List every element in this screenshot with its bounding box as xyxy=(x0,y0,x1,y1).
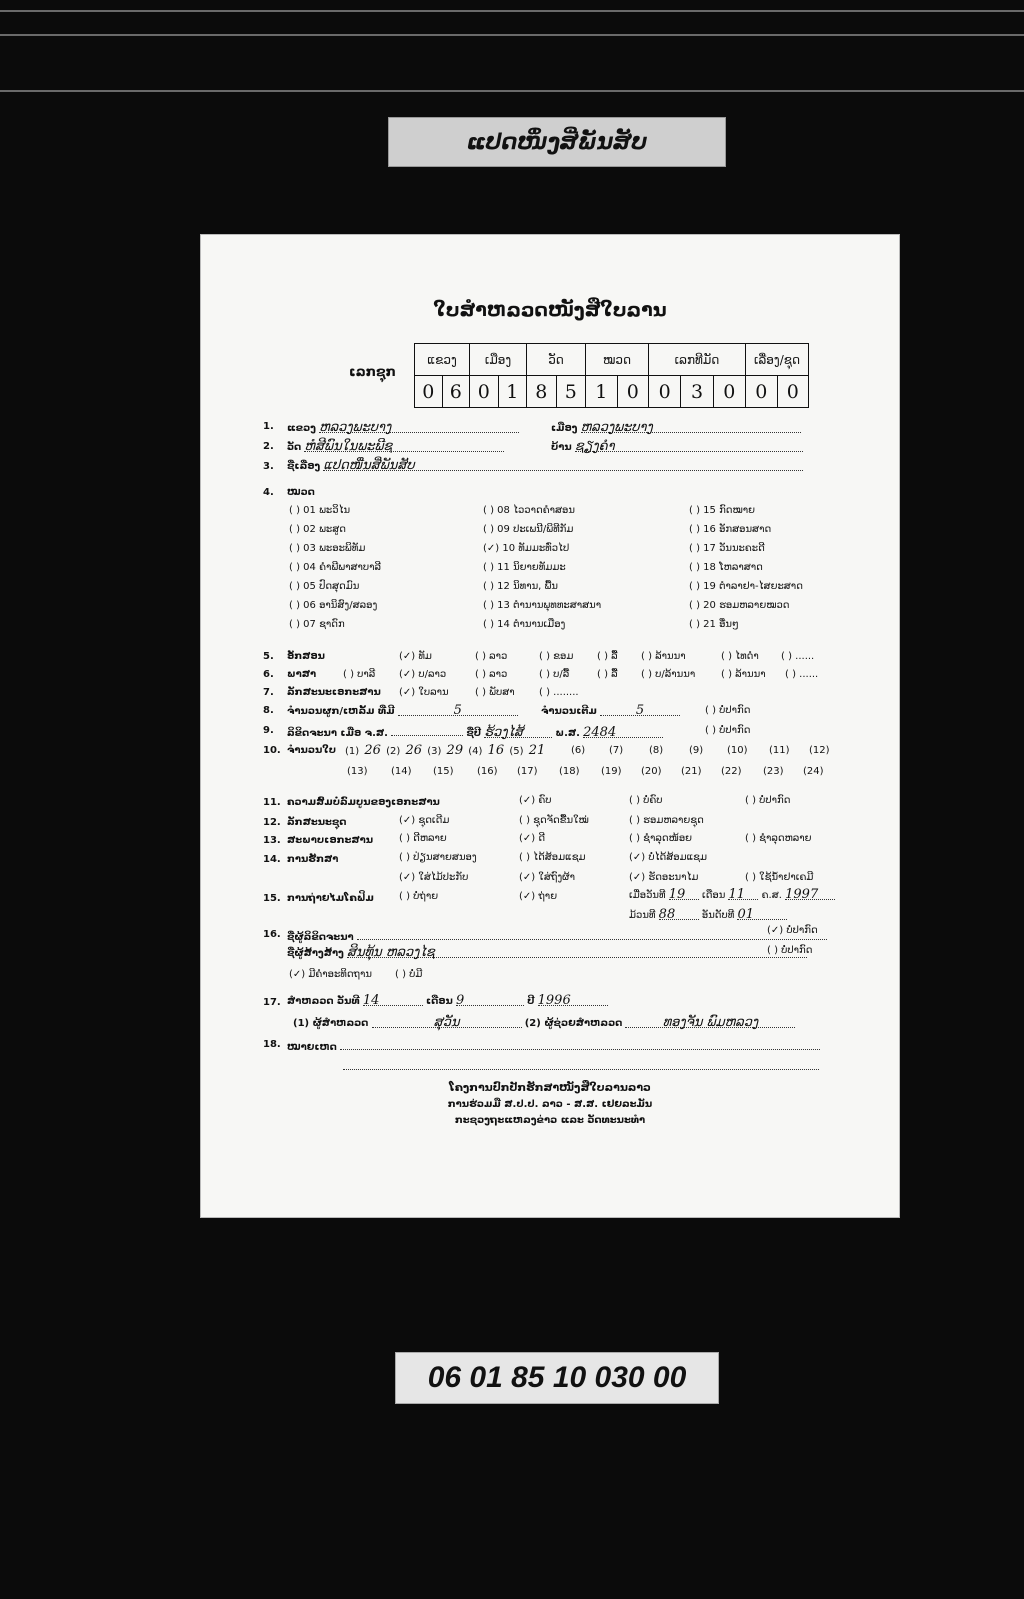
category-option[interactable]: ( ) 13 ຕຳນານພຸທທະສາສນາ xyxy=(483,600,602,611)
field-label: ໝາຍເຫດ xyxy=(287,1042,337,1053)
surveyor-name: ສຸວັນ xyxy=(433,1015,460,1030)
language-option-selected[interactable]: (✓) ບ/ລາວ xyxy=(399,669,447,680)
folio-index: (20) xyxy=(641,766,662,777)
field-number: 2. xyxy=(263,441,274,452)
microfilm-option[interactable]: ( ) ບໍ່ຖ່າຍ xyxy=(399,891,439,902)
document-type-option[interactable]: ( ) ພັບສາ xyxy=(475,687,515,698)
code-digit: 0 xyxy=(713,376,745,408)
set-type-option[interactable]: ( ) ຮອມຫລາຍຊຸດ xyxy=(629,815,704,826)
village-value: ຊຽງຄຳ xyxy=(574,439,615,454)
field-label: ລັກສະນະເອກະສານ xyxy=(287,687,381,698)
field-label: ຈຳນວນເຕີມ xyxy=(541,706,597,717)
code-digit: 0 xyxy=(777,376,809,408)
script-option[interactable]: ( ) ...... xyxy=(781,651,815,662)
folio-index: (2) xyxy=(386,746,401,757)
volume-count-value: 5 xyxy=(453,703,462,718)
category-option[interactable]: ( ) 12 ນິທານ, ພື້ນ xyxy=(483,581,558,592)
field-number: 12. xyxy=(263,817,281,828)
folio-index: (19) xyxy=(601,766,622,777)
field-label: ຈຳນວນຜູກ/ເຫລັ້ມ ທີ່ມີ xyxy=(287,706,395,717)
code-digit: 0 xyxy=(415,376,443,408)
script-option-selected[interactable]: (✓) ທັມ xyxy=(399,651,432,662)
set-type-option-selected[interactable]: (✓) ຊຸດເດີມ xyxy=(399,815,450,826)
preservation-option-selected[interactable]: (✓) ບໍ່ໄດ້ສ້ອມແຊມ xyxy=(629,852,708,863)
folio-index: (24) xyxy=(803,766,824,777)
category-option-selected[interactable]: (✓) 10 ທັມມະທົ່ວໄປ xyxy=(483,543,570,554)
top-title-label: ແປດໜຶ່ງສີ່ພັນສັບ xyxy=(388,117,726,167)
field-label: ສຳຫລວດ ວັນທີ xyxy=(287,996,360,1007)
folio-index-8: (8) xyxy=(649,745,664,756)
field-number: 5. xyxy=(263,651,274,662)
field-label: ອັກສອນ xyxy=(287,651,325,662)
condition-option[interactable]: ( ) ຊຳລຸດຫລາຍ xyxy=(745,833,812,844)
original-count-value: 5 xyxy=(635,703,645,718)
field-scribe xyxy=(287,927,827,943)
field-label: ແຂວງ xyxy=(287,423,316,434)
field-number: 17. xyxy=(263,997,281,1008)
microfilm-date xyxy=(629,887,835,901)
surveyors xyxy=(293,1015,795,1029)
field-label: ການຮັກສາ xyxy=(287,854,339,865)
code-digit: 0 xyxy=(470,376,499,408)
code-label: ເລກຊຸກ xyxy=(349,365,396,380)
language-option[interactable]: ( ) ລາວ xyxy=(475,669,508,680)
field-label: ລັກສະນະຊຸດ xyxy=(287,817,347,828)
microfilm-month: 11 xyxy=(728,887,746,902)
set-type-option[interactable]: ( ) ຊຸດຈັດຂື້ນໃໝ່ xyxy=(519,815,589,826)
survey-year: 1996 xyxy=(537,993,571,1008)
script-option[interactable]: ( ) ລ້ານນາ xyxy=(641,651,686,662)
sequence-number: 01 xyxy=(737,907,755,922)
form-title: ໃບສຳຫລວດໜັງສືໃບລານ xyxy=(433,299,667,321)
folio-index: (18) xyxy=(559,766,580,777)
folio-value: 29 xyxy=(446,743,464,758)
code-table xyxy=(414,343,809,408)
field-number: 1. xyxy=(263,421,274,432)
field-number: 7. xyxy=(263,687,274,698)
field-original-count xyxy=(541,703,680,717)
code-header: ເມືອງ xyxy=(470,344,527,376)
document-type-option-selected[interactable]: (✓) ໃບລານ xyxy=(399,687,449,698)
code-header: ເລກທີມັດ xyxy=(649,344,746,376)
field-label: ລິຂິດຈະນາ ເມື່ອ ຈ.ສ. xyxy=(287,728,388,739)
field-number: 9. xyxy=(263,725,274,736)
field-label: ເມືອງ xyxy=(551,423,578,434)
field-number: 16. xyxy=(263,929,281,940)
language-option[interactable]: ( ) ບາລີ xyxy=(343,669,376,680)
category-option[interactable]: ( ) 20 ຮອມຫລາຍໝວດ xyxy=(689,600,790,611)
folio-index-11: (11) xyxy=(769,745,790,756)
folio-index-7: (7) xyxy=(609,745,624,756)
not-visible-option[interactable]: ( ) ບໍ່ປາກົດ xyxy=(705,725,751,736)
field-number: 13. xyxy=(263,835,281,846)
folio-value: 21 xyxy=(528,743,546,758)
sponsor-not-visible-option[interactable]: ( ) ບໍ່ປາກົດ xyxy=(767,945,813,956)
category-option[interactable]: ( ) 09 ປະເພນີ/ພິທີກັມ xyxy=(483,524,574,535)
language-option[interactable]: ( ) ບ/ລ້ານນາ xyxy=(641,669,696,680)
footer-line: ການຮ່ວມມື ສ.ປ.ປ. ລາວ - ສ.ສ. ເຢຍລະມັນ xyxy=(447,1099,653,1110)
folio-index-6: (6) xyxy=(571,745,586,756)
folio-index: (1) xyxy=(345,746,360,757)
field-number: 6. xyxy=(263,669,274,680)
film-edge-top-line xyxy=(0,10,1024,12)
field-number: 14. xyxy=(263,854,281,865)
category-option[interactable]: ( ) 15 ກົດໝາຍ xyxy=(689,505,756,516)
field-province xyxy=(287,420,519,434)
condition-option[interactable]: ( ) ດີຫລາຍ xyxy=(399,833,447,844)
survey-date xyxy=(287,993,608,1007)
code-digit: 5 xyxy=(556,376,586,408)
prayer-option-selected[interactable]: (✓) ມີຄຳອະທິດຖານ xyxy=(289,969,372,980)
field-label: ຊື່ປີ xyxy=(466,728,482,739)
field-number: 10. xyxy=(263,745,281,756)
field-label: ເມື່ອວັນທີ xyxy=(629,890,666,901)
script-option[interactable]: ( ) ລາວ xyxy=(475,651,508,662)
folio-index: (16) xyxy=(477,766,498,777)
not-visible-option[interactable]: ( ) ບໍ່ປາກົດ xyxy=(705,705,751,716)
film-edge-line xyxy=(0,34,1024,36)
bottom-code-label: 06 01 85 10 030 00 xyxy=(395,1352,719,1404)
field-label: ວັດ xyxy=(287,442,302,453)
survey-month: 9 xyxy=(455,993,465,1008)
field-number: 15. xyxy=(263,893,281,904)
folio-value: 26 xyxy=(405,743,422,758)
prayer-option[interactable]: ( ) ບໍ່ມີ xyxy=(395,969,423,980)
field-district xyxy=(551,420,801,434)
category-option[interactable]: ( ) 11 ນິຍາຍທັມມະ xyxy=(483,562,566,573)
language-option[interactable]: ( ) ບ/ລື້ xyxy=(539,669,570,680)
category-option[interactable]: ( ) 16 ອັກສອນສາດ xyxy=(689,524,772,535)
footer-line: ໂຄງການປົກປັກຮັກສາໜັງສືໃບລານລາວ xyxy=(449,1081,651,1094)
condition-option[interactable]: ( ) ຊຳລຸດໜ້ອຍ xyxy=(629,833,693,844)
microfilm-option-selected[interactable]: (✓) ຖ່າຍ xyxy=(519,891,558,902)
preservation-option[interactable]: ( ) ໃຊ້ນ້ຳຢາເຄມີ xyxy=(745,872,814,883)
province-value: ຫລວງພະບາງ xyxy=(319,420,392,435)
category-option[interactable]: ( ) 04 ຄຳພີພາສາບາລີ xyxy=(289,562,382,573)
field-label: ຊື່ເລື່ອງ xyxy=(287,461,321,472)
field-sponsor xyxy=(287,945,807,959)
language-option[interactable]: ( ) ລ້ານນາ xyxy=(721,669,766,680)
field-label: ຈຳນວນໃບ xyxy=(287,745,337,756)
completeness-option-selected[interactable]: (✓) ຄົບ xyxy=(519,795,552,806)
category-option[interactable]: ( ) 07 ຊາດົກ xyxy=(289,619,345,630)
folio-index-12: (12) xyxy=(809,745,830,756)
microfilm-year: 1997 xyxy=(785,887,819,902)
folio-index: (4) xyxy=(468,746,483,757)
buddhist-year-value: 2484 xyxy=(583,725,617,740)
field-label: ມ້ວນທີ xyxy=(629,910,656,921)
category-option[interactable]: ( ) 03 ພະອະພິທັມ xyxy=(289,543,366,554)
field-label: ພາສາ xyxy=(287,669,317,680)
field-village xyxy=(551,439,803,453)
film-edge-line xyxy=(0,90,1024,92)
code-digit: 8 xyxy=(527,376,557,408)
completeness-option[interactable]: ( ) ບໍ່ຄົບ xyxy=(629,795,663,806)
code-digit: 0 xyxy=(617,376,649,408)
category-option[interactable]: ( ) 14 ຕຳນານເມືອງ xyxy=(483,619,566,630)
code-header: ວັດ xyxy=(527,344,586,376)
field-remarks xyxy=(287,1037,820,1053)
code-digit: 1 xyxy=(586,376,618,408)
microfilm-reel xyxy=(629,907,787,921)
field-label: ເດືອນ xyxy=(426,996,453,1007)
field-written-date xyxy=(287,723,663,739)
field-label: ບ້ານ xyxy=(551,442,572,453)
survey-form-sheet xyxy=(200,234,900,1218)
year-name-value: ຮ້ວງໄສ້ xyxy=(484,725,524,740)
folio-index-10: (10) xyxy=(727,745,748,756)
field-label: ໝວດ xyxy=(287,487,315,498)
field-label: ຄ.ສ. xyxy=(761,890,782,901)
folio-index: (15) xyxy=(433,766,454,777)
code-digit: 0 xyxy=(746,376,778,408)
preservation-option-selected[interactable]: (✓) ໃສ່ຖົງຜ້າ xyxy=(519,872,575,883)
sponsor-value: ສິນທຸ້ນ ຫລວງໄຊ xyxy=(346,945,435,960)
field-temple xyxy=(287,439,504,453)
folio-index: (3) xyxy=(427,746,442,757)
folio-index: (17) xyxy=(517,766,538,777)
field-volume-count xyxy=(287,703,518,717)
microfilm-day: 19 xyxy=(668,887,686,902)
field-label: ສະພາບເອກະສານ xyxy=(287,835,374,846)
reel-number: 88 xyxy=(658,907,676,922)
survey-day: 14 xyxy=(362,993,380,1008)
field-label: ເດືອນ xyxy=(701,890,726,901)
language-option[interactable]: ( ) ...... xyxy=(785,669,819,680)
condition-option-selected[interactable]: (✓) ດີ xyxy=(519,833,546,844)
field-number: 8. xyxy=(263,705,274,716)
code-header: ເລື່ອງ/ຊຸດ xyxy=(746,344,809,376)
code-digit: 0 xyxy=(649,376,681,408)
script-option[interactable]: ( ) ໄທດຳ xyxy=(721,651,759,662)
temple-value: ຫໍສີພົນໃນພະພີຊ xyxy=(304,439,393,454)
folio-index: (5) xyxy=(509,746,524,757)
code-header: ໝວດ xyxy=(586,344,649,376)
preservation-option-selected[interactable]: (✓) ຮັດອະນາໄມ xyxy=(629,872,699,883)
field-label: ອັນດັບທີ xyxy=(701,910,735,921)
assistant-surveyor-name: ທອງຈັນ ພົມຫລວງ xyxy=(662,1015,759,1030)
code-header: ແຂວງ xyxy=(415,344,470,376)
field-title xyxy=(287,458,803,472)
folio-index: (22) xyxy=(721,766,742,777)
field-label: (2) ຜູ້ຊ່ວຍສຳຫລວດ xyxy=(524,1018,623,1029)
field-number: 4. xyxy=(263,487,274,498)
field-label: ຊື່ຜູ້ລິຂິດຈະນາ xyxy=(287,932,354,943)
preservation-option[interactable]: ( ) ປ່ຽນສາຍສນອງ xyxy=(399,852,477,863)
folio-index: (21) xyxy=(681,766,702,777)
category-option[interactable]: ( ) 06 ອານິສົງ/ສລອງ xyxy=(289,600,378,611)
field-number: 11. xyxy=(263,797,281,808)
preservation-option-selected[interactable]: (✓) ໃສ່ໄມ້ປະກັບ xyxy=(399,872,469,883)
category-option[interactable]: ( ) 08 ໄວວາດຄຳສອນ xyxy=(483,505,575,516)
footer-line: ກະຊວງຖະແຫລງຂ່າວ ແລະ ວັດທະນະທຳ xyxy=(454,1115,646,1126)
field-label: ຄວາມສົມບໍ່ລົມບູນຂອງເອກະສານ xyxy=(287,797,440,808)
folio-index-9: (9) xyxy=(689,745,704,756)
folio-value: 26 xyxy=(364,743,381,758)
scribe-not-visible-option-selected[interactable]: (✓) ບໍ່ປາກົດ xyxy=(767,925,818,936)
document-type-option[interactable]: ( ) ........ xyxy=(539,687,579,698)
folio-index: (23) xyxy=(763,766,784,777)
script-option[interactable]: ( ) ຂອມ xyxy=(539,651,574,662)
category-option[interactable]: ( ) 02 ພະສູດ xyxy=(289,524,346,535)
field-label: ການຖ່າຍໄມໂຄຟິມ xyxy=(287,893,374,904)
preservation-option[interactable]: ( ) ໄດ້ສ້ອມແຊມ xyxy=(519,852,586,863)
folio-index: (14) xyxy=(391,766,412,777)
field-number: 3. xyxy=(263,461,274,472)
category-option[interactable]: ( ) 18 ໂຫລາສາດ xyxy=(689,562,763,573)
field-label: ປີ xyxy=(527,996,535,1007)
field-label: (1) ຜູ້ສຳຫລວດ xyxy=(293,1018,369,1029)
code-digit: 6 xyxy=(442,376,470,408)
code-digit: 3 xyxy=(681,376,713,408)
folio-index: (13) xyxy=(347,766,368,777)
category-option[interactable]: ( ) 21 ອື່ນໆ xyxy=(689,619,739,630)
script-option[interactable]: ( ) ລື້ xyxy=(597,651,618,662)
field-label: ຊື່ຜູ້ສ້າງສ້າງ xyxy=(287,948,344,959)
completeness-option[interactable]: ( ) ບໍ່ປາກົດ xyxy=(745,795,791,806)
field-number: 18. xyxy=(263,1039,281,1050)
language-option[interactable]: ( ) ລື້ xyxy=(597,669,618,680)
code-digit: 1 xyxy=(498,376,527,408)
folio-counts-row-1 xyxy=(345,743,545,758)
field-label: ພ.ສ. xyxy=(555,728,580,739)
category-option[interactable]: ( ) 17 ວັນນະຄະດີ xyxy=(689,543,765,554)
category-option[interactable]: ( ) 05 ປົດສຸດມົນ xyxy=(289,581,360,592)
folio-value: 16 xyxy=(487,743,505,758)
district-value: ຫລວງພະບາງ xyxy=(580,420,653,435)
remarks-line xyxy=(343,1057,819,1073)
category-option[interactable]: ( ) 19 ຕຳລາຢາ-ໄສຍະສາດ xyxy=(689,581,803,592)
title-value: ແປດໜື່ນສີ່ພັນສັບ xyxy=(323,458,415,473)
category-option[interactable]: ( ) 01 ພະວິໄນ xyxy=(289,505,351,516)
